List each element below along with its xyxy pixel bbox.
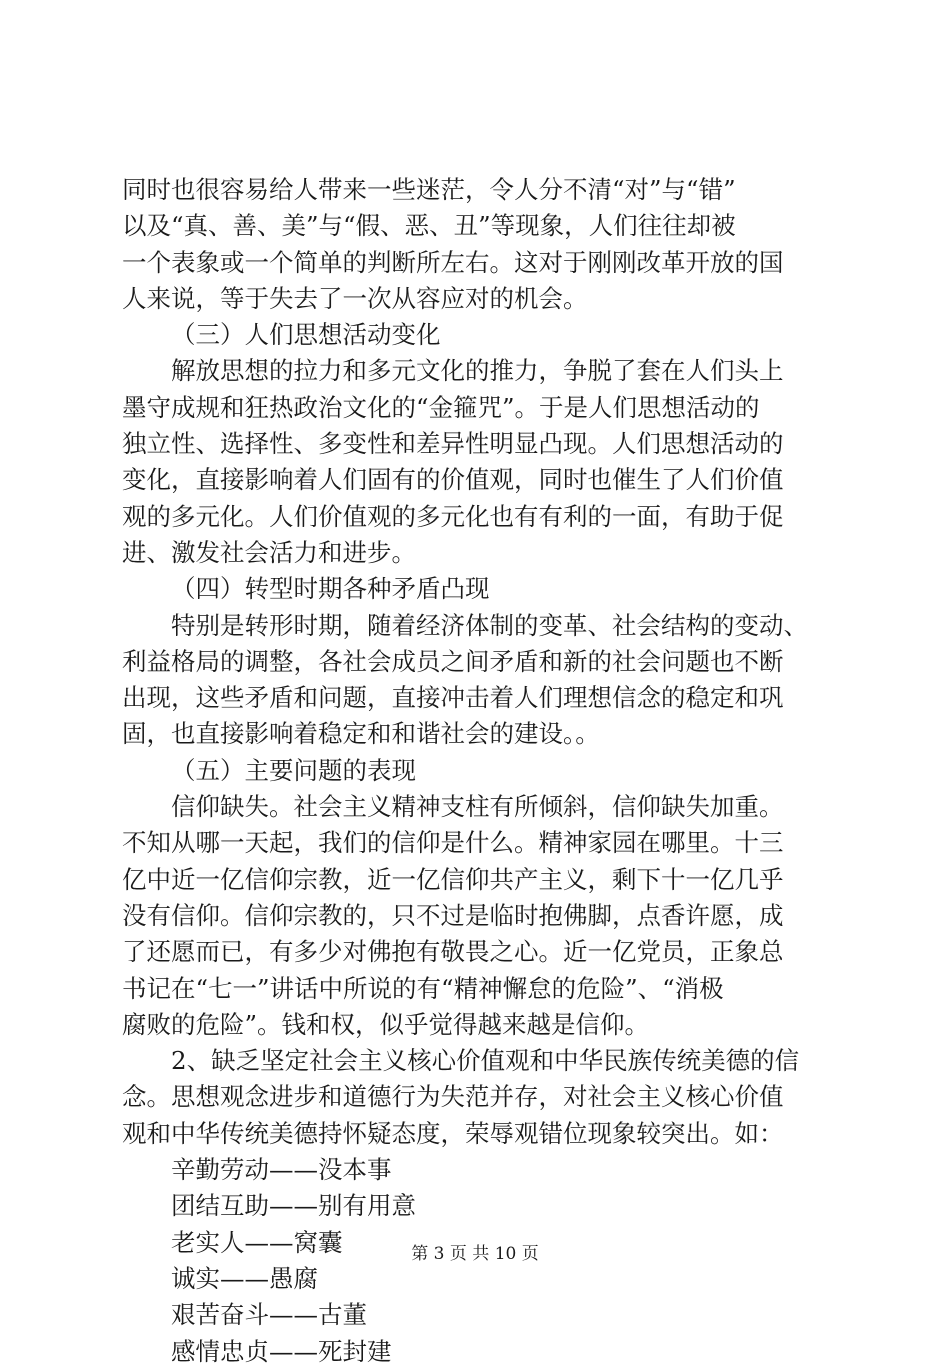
document-body (122, 172, 834, 1370)
text-line: 观的多元化。人们价值观的多元化也有有利的一面，有助于促 (122, 501, 784, 531)
text-line: 特别是转形时期，随着经济体制的变革、社会结构的变动、 (171, 610, 808, 640)
section-heading: （五）主要问题的表现 (171, 755, 416, 785)
text-line: 以及“真、善、美”与“假、恶、丑”等现象，人们往往却被 (122, 211, 736, 241)
section-heading: （三）人们思想活动变化 (171, 320, 441, 350)
text-line: 2、缺乏坚定社会主义核心价值观和中华民族传统美德的信 (171, 1046, 800, 1076)
text-line: 了还愿而已，有多少对佛抱有敬畏之心。近一亿党员，正象总 (122, 937, 784, 967)
text-line: 同时也很容易给人带来一些迷茫，令人分不清“对”与“错” (122, 175, 736, 204)
text-line: 出现，这些矛盾和问题，直接冲击着人们理想信念的稳定和巩 (122, 683, 784, 713)
text-line: 信仰缺失。社会主义精神支柱有所倾斜，信仰缺失加重。 (171, 792, 784, 822)
page-number-footer: 第 3 页 共 10 页 (411, 1244, 539, 1264)
text-line: 腐败的危险”。钱和权，似乎觉得越来越是信仰。 (122, 1009, 650, 1039)
list-item: 辛勤劳动——没本事 (171, 1155, 392, 1185)
list-item: 团结互助——别有用意 (171, 1191, 416, 1221)
text-line: 不知从哪一天起，我们的信仰是什么。精神家园在哪里。十三 (122, 828, 784, 858)
text-line: 没有信仰。信仰宗教的，只不过是临时抱佛脚，点香许愿，成 (122, 900, 784, 930)
list-item: 老实人——窝囊 (171, 1227, 343, 1257)
text-line: 变化，直接影响着人们固有的价值观，同时也催生了人们价值 (122, 465, 784, 495)
list-item: 诚实——愚腐 (171, 1263, 318, 1293)
text-line: 墨守成规和狂热政治文化的“金箍咒”。于是人们思想活动的 (122, 392, 760, 422)
text-line: 书记在“七一”讲话中所说的有“精神懈怠的危险”、“消极 (122, 973, 724, 1003)
list-item: 艰苦奋斗——古董 (171, 1300, 367, 1330)
text-line: 亿中近一亿信仰宗教，近一亿信仰共产主义，剩下十一亿几乎 (122, 864, 784, 894)
section-heading: （四）转型时期各种矛盾凸现 (171, 574, 490, 604)
list-item: 感情忠贞——死封建 (171, 1336, 392, 1366)
text-line: 一个表象或一个简单的判断所左右。这对于刚刚改革开放的国 (122, 247, 784, 277)
text-line: 人来说，等于失去了一次从容应对的机会。 (122, 283, 588, 313)
text-line: 观和中华传统美德持怀疑态度，荣辱观错位现象较突出。如： (122, 1118, 784, 1148)
text-line: 利益格局的调整，各社会成员之间矛盾和新的社会问题也不断 (122, 646, 784, 676)
text-line: 念。思想观念进步和道德行为失范并存，对社会主义核心价值 (122, 1082, 784, 1112)
text-line: 固，也直接影响着稳定和和谐社会的建设。。 (122, 719, 600, 749)
text-line: 解放思想的拉力和多元文化的推力，争脱了套在人们头上 (171, 356, 784, 386)
text-line: 进、激发社会活力和进步。 (122, 537, 416, 567)
text-line: 独立性、选择性、多变性和差异性明显凸现。人们思想活动的 (122, 429, 784, 459)
